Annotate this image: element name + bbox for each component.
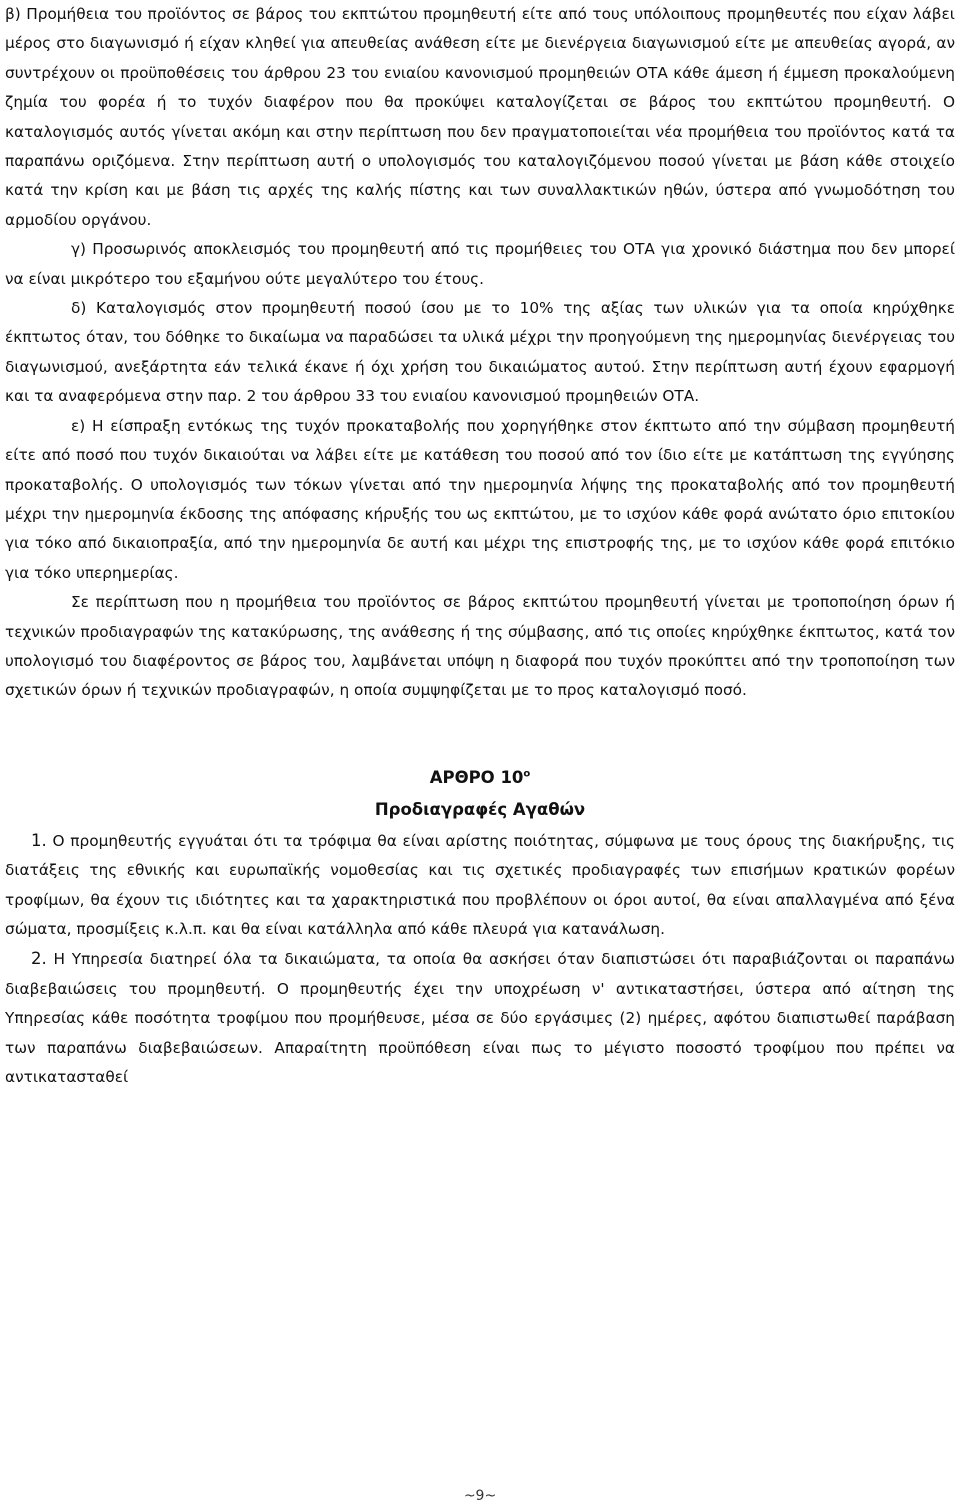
paragraph-modification: Σε περίπτωση που η προμήθεια του προϊόντος σε βάρος εκπτώτου προμηθευτή γίνεται με τροποποίηση όρων ή τεχνικών προδιαγραφών της κατακύρωσης, της ανάθεσης ή της σύμβασης, από τις οποίες κηρύχθηκε έκπτωτος, κατά τον υπολογισμό του διαφέροντος σε βάρος του, λαμβάνεται υπόψη η διαφορά που τυχόν προκύπτει από την τροποποίηση των σχετικών όρων ή τεχνικών προδιαγραφών, η οποία συμψηφίζεται με το προς καταλογισμό ποσό. (5, 593, 955, 700)
paragraph-gamma: γ) Προσωρινός αποκλεισμός του προμηθευτή από τις προμήθειες του ΟΤΑ για χρονικό διάστημα που δεν μπορεί να είναι μικρότερο του εξαμήνου ούτε μεγαλύτερο του έτους. (5, 240, 955, 288)
item-number: 2. (31, 949, 47, 969)
item-text: Η Υπηρεσία διατηρεί όλα τα δικαιώματα, τα οποία θα ασκήσει όταν διαπιστώσει ότι παραβιάζονται οι παραπάνω διαβεβαιώσεις του προμηθευτή. Ο προμηθευτής έχει την υποχρέωση ν' αντικαταστήσει, ύστερα από αίτηση της Υπηρεσίας κάθε ποσότητα τροφίμου που προμήθευσε, μέσα σε δύο εργάσιμες (2) ημέρες, αφότου διαπιστωθεί παράβαση των παραπάνω διαβεβαιώσεων. Απαραίτητη προϋπόθεση είναι πως το μέγιστο ποσοστό τροφίμου που πρέπει να αντικατασταθεί (5, 950, 955, 1086)
numbered-item-2 (5, 944, 955, 1092)
paragraph-beta: β) Προμήθεια του προϊόντος σε βάρος του εκπτώτου προμηθευτή είτε από τους υπόλοιπους προμηθευτές που είχαν λάβει μέρος στο διαγωνισμό ή είχαν κληθεί για απευθείας ανάθεση είτε με διενέργεια διαγωνισμού είτε με απευθείας αγορά, αν συντρέχουν οι προϋποθέσεις του άρθρου 23 του ενιαίου κανονισμού προμηθειών ΟΤΑ κάθε άμεση ή έμμεση προκαλούμενη ζημία του φορέα ή το τυχόν διαφέρον που θα προκύψει καταλογίζεται σε βάρος του εκπτώτου προμηθευτή. Ο καταλογισμός αυτός γίνεται ακόμη και στην περίπτωση που δεν πραγματοποιείται νέα προμήθεια του προϊόντος κατά τα παραπάνω οριζόμενα. Στην περίπτωση αυτή ο υπολογισμός του καταλογιζόμενου ποσού γίνεται με βάση κάθε στοιχείο κατά την κρίση και με βάση τις αρχές της καλής πίστης και των συναλλακτικών ηθών, ύστερα από γνωμοδότηση του αρμοδίου οργάνου. (5, 5, 955, 229)
item-number: 1. (31, 830, 47, 850)
article-number-superscript: ο (523, 768, 531, 780)
document-page (5, 0, 955, 1092)
article-number-text: ΑΡΘΡΟ 10 (429, 767, 524, 787)
article-number (5, 762, 955, 794)
page-number: ~9~ (463, 1488, 497, 1504)
article-heading (5, 762, 955, 826)
item-text: Ο προμηθευτής εγγυάται ότι τα τρόφιμα θα είναι αρίστης ποιότητας, σύμφωνα με τους όρους της διακήρυξης, τις διατάξεις της εθνικής και ευρωπαϊκής νομοθεσίας και τις σχετικές προδιαγραφές των επισήμων κρατικών φορέων τροφίμων, θα έχουν τις ιδιότητες και τα χαρακτηριστικά που προβλέπουν οι όροι αυτοί, θα είναι απαλλαγμένα από ξένα σώματα, προσμίξεις κ.λ.π. και θα είναι κατάλληλα από κάθε πλευρά για κατανάλωση. (5, 831, 955, 938)
paragraph-delta: δ) Καταλογισμός στον προμηθευτή ποσού ίσου με το 10% της αξίας των υλικών για τα οποία κηρύχθηκε έκπτωτος όταν, του δόθηκε το δικαίωμα να παραδώσει τα υλικά μέχρι την προηγούμενη της ημερομηνίας διενέργειας του διαγωνισμού, ανεξάρτητα εάν τελικά έκανε ή όχι χρήση του δικαιώματος αυτού. Στην περίπτωση αυτή έχουν εφαρμογή και τα αναφερόμενα στην παρ. 2 του άρθρου 33 του ενιαίου κανονισμού προμηθειών ΟΤΑ. (5, 299, 955, 406)
article-title: Προδιαγραφές Αγαθών (374, 799, 586, 819)
paragraph-epsilon: ε) Η είσπραξη εντόκως της τυχόν προκαταβολής που χορηγήθηκε στον έκπτωτο από την σύμβαση προμηθευτή είτε από ποσό που τυχόν δικαιούται να λάβει είτε με κατάθεση του ποσού από τον ίδιο είτε με κατάπτωση της εγγύησης προκαταβολής. Ο υπολογισμός των τόκων γίνεται από την ημερομηνία λήψης της προκαταβολής από τον προμηθευτή μέχρι την ημερομηνία έκδοσης της απόφασης κήρυξής του ως εκπτώτου, με το ισχύον κάθε φορά ανώτατο όριο επιτοκίου για τόκο από δικαιοπραξία, από την ημερομηνία δε αυτή και μέχρι της επιστροφής της, με το ισχύον κάθε φορά επιτόκιο για τόκο υπερημερίας. (5, 416, 955, 582)
numbered-item-1 (5, 826, 955, 945)
